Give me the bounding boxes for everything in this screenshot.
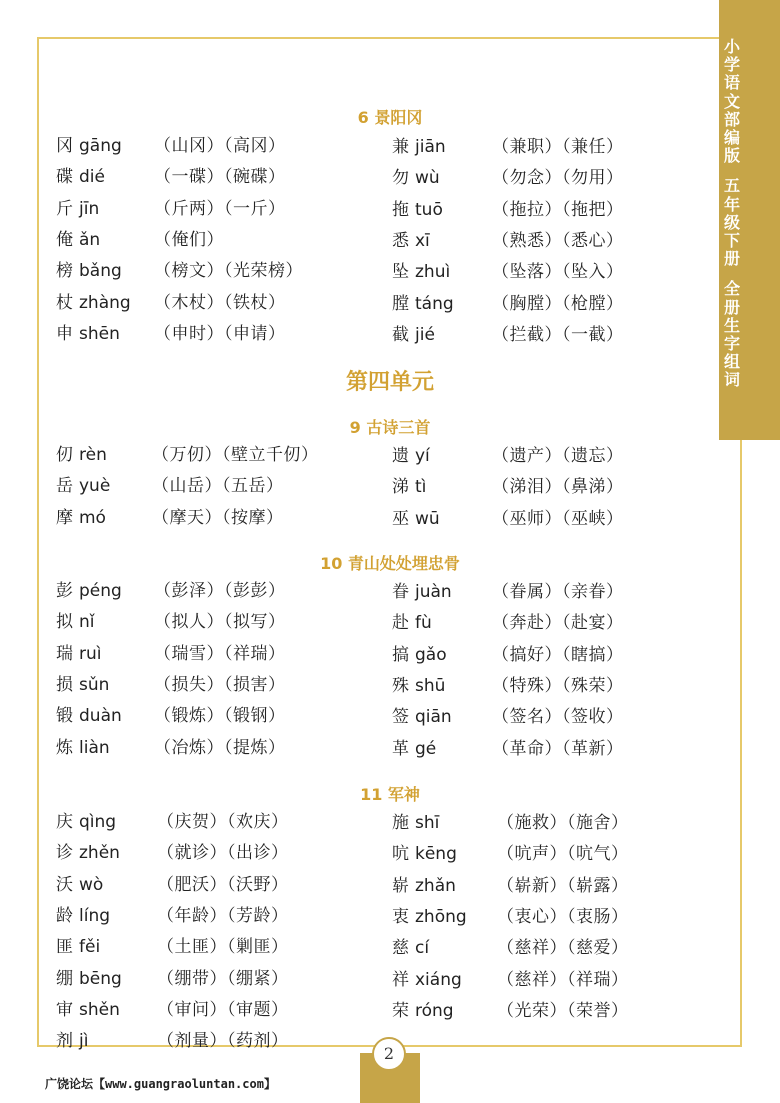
vocab-pinyin: zhǎn xyxy=(415,875,456,896)
vocab-words: （涕泪）（鼻涕） xyxy=(492,477,624,498)
vocab-row xyxy=(56,258,376,284)
vocab-row xyxy=(56,872,376,898)
vocab-char: 仞 xyxy=(56,445,73,465)
vocab-pinyin: shěn xyxy=(79,999,120,1020)
vocab-words: （奔赴）（赴宴） xyxy=(492,613,624,634)
vocab-words: （肥沃）（沃野） xyxy=(157,874,289,895)
page-number: 2 xyxy=(372,1037,406,1071)
vocab-row xyxy=(392,259,712,285)
vocab-row xyxy=(392,873,712,899)
vocab-pinyin: duàn xyxy=(79,706,122,727)
vocab-words: （土匪）（剿匪） xyxy=(157,937,289,958)
vocab-words: （拖拉）（拖把） xyxy=(492,199,624,220)
vocab-char: 彭 xyxy=(56,581,73,601)
vocab-char: 崭 xyxy=(392,875,409,896)
vocab-row xyxy=(56,196,376,222)
vocab-row xyxy=(56,609,376,635)
vocab-words: （就诊）（出诊） xyxy=(157,843,289,864)
vocab-words: （拦截）（一截） xyxy=(492,324,624,345)
vocab-char: 损 xyxy=(56,674,73,695)
vocab-words: （吭声）（吭气） xyxy=(497,844,629,865)
vocab-char: 眷 xyxy=(392,582,409,602)
vocab-row xyxy=(56,227,376,253)
vocab-pinyin: rèn xyxy=(79,445,107,465)
vocab-pinyin: táng xyxy=(415,293,454,314)
vocab-char: 坠 xyxy=(392,262,409,283)
vocab-char: 锻 xyxy=(56,706,73,727)
vocab-char: 祥 xyxy=(392,969,409,990)
vocab-char: 截 xyxy=(392,324,409,345)
vocab-pinyin: sǔn xyxy=(79,674,110,695)
vocab-words: （崭新）（崭露） xyxy=(497,875,629,896)
vocab-pinyin: qiān xyxy=(415,707,452,728)
vocab-pinyin: dié xyxy=(79,167,105,188)
vocab-pinyin: shī xyxy=(415,813,440,833)
vocab-pinyin: yí xyxy=(415,446,430,466)
vocab-char: 荣 xyxy=(392,1000,409,1021)
vocab-words: （山岳）（五岳） xyxy=(152,476,284,497)
vocab-char: 炼 xyxy=(56,737,73,758)
vocab-char: 斤 xyxy=(56,198,73,219)
vocab-words: （冶炼）（提炼） xyxy=(154,737,286,758)
vocab-row xyxy=(392,322,712,348)
vocab-row xyxy=(392,904,712,930)
vocab-pinyin: mó xyxy=(79,507,106,528)
vocab-char: 兼 xyxy=(392,137,409,157)
vocab-row xyxy=(56,735,376,761)
vocab-pinyin: gé xyxy=(415,738,437,759)
vocab-pinyin: jì xyxy=(79,1031,89,1052)
vocab-char: 俺 xyxy=(56,229,73,250)
vocab-words: （眷属）（亲眷） xyxy=(492,582,624,602)
vocab-char: 巫 xyxy=(392,508,409,529)
vocab-row xyxy=(56,641,376,667)
vocab-pinyin: jiān xyxy=(415,137,446,157)
vocab-char: 搞 xyxy=(392,644,409,665)
unit-title: 第四单元 xyxy=(345,370,434,395)
vocab-words: （慈祥）（慈爱） xyxy=(497,938,629,959)
vocab-words: （胸膛）（枪膛） xyxy=(492,293,624,314)
vocab-row xyxy=(56,934,376,960)
vocab-row xyxy=(56,1028,376,1054)
side-label-part2: 五年级下册 xyxy=(723,176,740,269)
vocab-words: （巫师）（巫峡） xyxy=(492,508,624,529)
vocab-char: 岳 xyxy=(56,476,73,497)
section-title-6: 6 景阳冈 xyxy=(357,108,423,127)
vocab-row xyxy=(56,672,376,698)
section-title-9: 9 古诗三首 xyxy=(349,418,431,437)
vocab-char: 匪 xyxy=(56,937,73,958)
vocab-char: 勿 xyxy=(392,168,409,189)
vocab-row xyxy=(392,197,712,223)
vocab-words: （一碟）（碗碟） xyxy=(154,167,286,188)
vocab-pinyin: bǎng xyxy=(79,261,122,282)
vocab-words: （榜文）（光荣榜） xyxy=(154,261,303,282)
vocab-row xyxy=(56,164,376,190)
vocab-row xyxy=(392,134,712,160)
vocab-char: 拟 xyxy=(56,612,73,633)
vocab-row xyxy=(392,610,712,636)
footer-site: 广饶论坛【www.guangraoluntan.com】 xyxy=(45,1077,276,1091)
vocab-words: （遗产）（遗忘） xyxy=(492,446,624,466)
vocab-row xyxy=(392,673,712,699)
vocab-row xyxy=(392,506,712,532)
vocab-char: 诊 xyxy=(56,843,73,864)
vocab-row xyxy=(56,966,376,992)
vocab-row xyxy=(56,442,376,468)
vocab-pinyin: cí xyxy=(415,938,430,959)
vocab-char: 涕 xyxy=(392,477,409,498)
vocab-pinyin: péng xyxy=(79,581,122,601)
vocab-row xyxy=(392,935,712,961)
vocab-words: （勿念）（勿用） xyxy=(492,168,624,189)
vocab-row xyxy=(392,967,712,993)
vocab-pinyin: zhěn xyxy=(79,843,120,864)
vocab-row xyxy=(392,228,712,254)
vocab-char: 签 xyxy=(392,707,409,728)
vocab-pinyin: kēng xyxy=(415,844,457,865)
vocab-pinyin: líng xyxy=(79,905,111,926)
vocab-row xyxy=(56,505,376,531)
vocab-row xyxy=(56,133,376,159)
vocab-char: 碟 xyxy=(56,167,73,188)
vocab-pinyin: fěi xyxy=(79,937,101,958)
vocab-char: 革 xyxy=(392,738,409,759)
vocab-words: （剂量）（药剂） xyxy=(157,1031,289,1052)
vocab-char: 施 xyxy=(392,813,409,833)
vocab-char: 申 xyxy=(56,323,73,344)
vocab-row xyxy=(56,321,376,347)
vocab-char: 榜 xyxy=(56,261,73,282)
vocab-words: （审问）（审题） xyxy=(157,999,289,1020)
vocab-pinyin: ǎn xyxy=(79,229,101,250)
side-label-part3: 全册生字组词 xyxy=(723,279,740,390)
vocab-words: （特殊）（殊荣） xyxy=(492,675,624,696)
vocab-pinyin: xiáng xyxy=(415,969,462,990)
vocab-row xyxy=(392,841,712,867)
vocab-words: （施救）（施舍） xyxy=(497,813,629,833)
vocab-words: （签名）（签收） xyxy=(492,707,624,728)
vocab-char: 龄 xyxy=(56,905,73,926)
vocab-words: （拟人）（拟写） xyxy=(154,612,286,633)
vocab-pinyin: shēn xyxy=(79,323,120,344)
vocab-row xyxy=(56,840,376,866)
vocab-char: 膛 xyxy=(392,293,409,314)
vocab-pinyin: gǎo xyxy=(415,644,447,665)
vocab-row xyxy=(392,579,712,605)
vocab-row xyxy=(56,578,376,604)
vocab-pinyin: nǐ xyxy=(79,612,95,633)
vocab-row xyxy=(56,473,376,499)
vocab-char: 摩 xyxy=(56,507,73,528)
vocab-words: （斤两）（一斤） xyxy=(154,198,286,219)
vocab-pinyin: wò xyxy=(79,874,104,895)
vocab-pinyin: tì xyxy=(415,477,427,498)
vocab-pinyin: zhuì xyxy=(415,262,451,283)
vocab-words: （申时）（申请） xyxy=(154,323,286,344)
vocab-pinyin: qìng xyxy=(79,812,117,832)
section-title-11: 11 军神 xyxy=(360,785,420,804)
vocab-words: （搞好）（瞎搞） xyxy=(492,644,624,665)
vocab-words: （光荣）（荣誉） xyxy=(497,1000,629,1021)
vocab-row xyxy=(392,810,712,836)
vocab-pinyin: fù xyxy=(415,613,432,634)
vocab-row xyxy=(56,809,376,835)
vocab-words: （彭泽）（彭彭） xyxy=(154,581,286,601)
vocab-pinyin: tuō xyxy=(415,199,443,220)
vocab-char: 殊 xyxy=(392,675,409,696)
vocab-char: 瑞 xyxy=(56,643,73,664)
vocab-pinyin: zhōng xyxy=(415,906,467,927)
vocab-char: 庆 xyxy=(56,812,73,832)
vocab-words: （万仞）（壁立千仞） xyxy=(152,445,319,465)
vocab-words: （绷带）（绷紧） xyxy=(157,968,289,989)
vocab-pinyin: yuè xyxy=(79,476,111,497)
vocab-row xyxy=(392,998,712,1024)
vocab-char: 绷 xyxy=(56,968,73,989)
vocab-words: （损失）（损害） xyxy=(154,674,286,695)
vocab-words: （坠落）（坠入） xyxy=(492,262,624,283)
vocab-words: （锻炼）（锻钢） xyxy=(154,706,286,727)
vocab-pinyin: róng xyxy=(415,1000,454,1021)
vocab-pinyin: jīn xyxy=(79,198,100,219)
vocab-words: （慈祥）（祥瑞） xyxy=(497,969,629,990)
vocab-row xyxy=(56,997,376,1023)
vocab-pinyin: bēng xyxy=(79,968,122,989)
vocab-row xyxy=(56,290,376,316)
vocab-char: 赴 xyxy=(392,613,409,634)
side-label xyxy=(722,38,742,390)
vocab-row xyxy=(56,703,376,729)
vocab-words: （兼职）（兼任） xyxy=(492,137,624,157)
section-title-10: 10 青山处处埋忠骨 xyxy=(320,554,460,573)
vocab-pinyin: gāng xyxy=(79,136,122,156)
vocab-row xyxy=(392,736,712,762)
vocab-row xyxy=(392,165,712,191)
vocab-pinyin: wū xyxy=(415,508,440,529)
vocab-char: 慈 xyxy=(392,938,409,959)
vocab-pinyin: liàn xyxy=(79,737,110,758)
vocab-char: 冈 xyxy=(56,136,73,156)
vocab-words: （庆贺）（欢庆） xyxy=(157,812,289,832)
vocab-row xyxy=(392,642,712,668)
vocab-char: 沃 xyxy=(56,874,73,895)
vocab-char: 拖 xyxy=(392,199,409,220)
vocab-words: （年龄）（芳龄） xyxy=(157,905,289,926)
vocab-char: 吭 xyxy=(392,844,409,865)
vocab-pinyin: zhàng xyxy=(79,292,131,313)
vocab-char: 审 xyxy=(56,999,73,1020)
vocab-words: （山冈）（高冈） xyxy=(154,136,286,156)
vocab-char: 遗 xyxy=(392,446,409,466)
vocab-char: 杖 xyxy=(56,292,73,313)
side-label-part1: 小学语文部编版 xyxy=(723,37,740,166)
vocab-words: （衷心）（衷肠） xyxy=(497,906,629,927)
vocab-words: （熟悉）（悉心） xyxy=(492,230,624,251)
vocab-row xyxy=(392,474,712,500)
vocab-char: 衷 xyxy=(392,906,409,927)
vocab-row xyxy=(392,291,712,317)
vocab-char: 悉 xyxy=(392,230,409,251)
vocab-words: （革命）（革新） xyxy=(492,738,624,759)
vocab-words: （摩天）（按摩） xyxy=(152,507,284,528)
vocab-words: （瑞雪）（祥瑞） xyxy=(154,643,286,664)
vocab-pinyin: jié xyxy=(415,324,435,345)
vocab-char: 剂 xyxy=(56,1031,73,1052)
vocab-pinyin: ruì xyxy=(79,643,102,664)
vocab-words: （木杖）（铁杖） xyxy=(154,292,286,313)
vocab-words: （俺们） xyxy=(154,229,224,250)
vocab-pinyin: wù xyxy=(415,168,440,189)
vocab-row xyxy=(392,704,712,730)
vocab-pinyin: shū xyxy=(415,675,446,696)
vocab-row xyxy=(392,443,712,469)
vocab-pinyin: juàn xyxy=(415,582,452,602)
vocab-pinyin: xī xyxy=(415,230,430,251)
vocab-row xyxy=(56,903,376,929)
